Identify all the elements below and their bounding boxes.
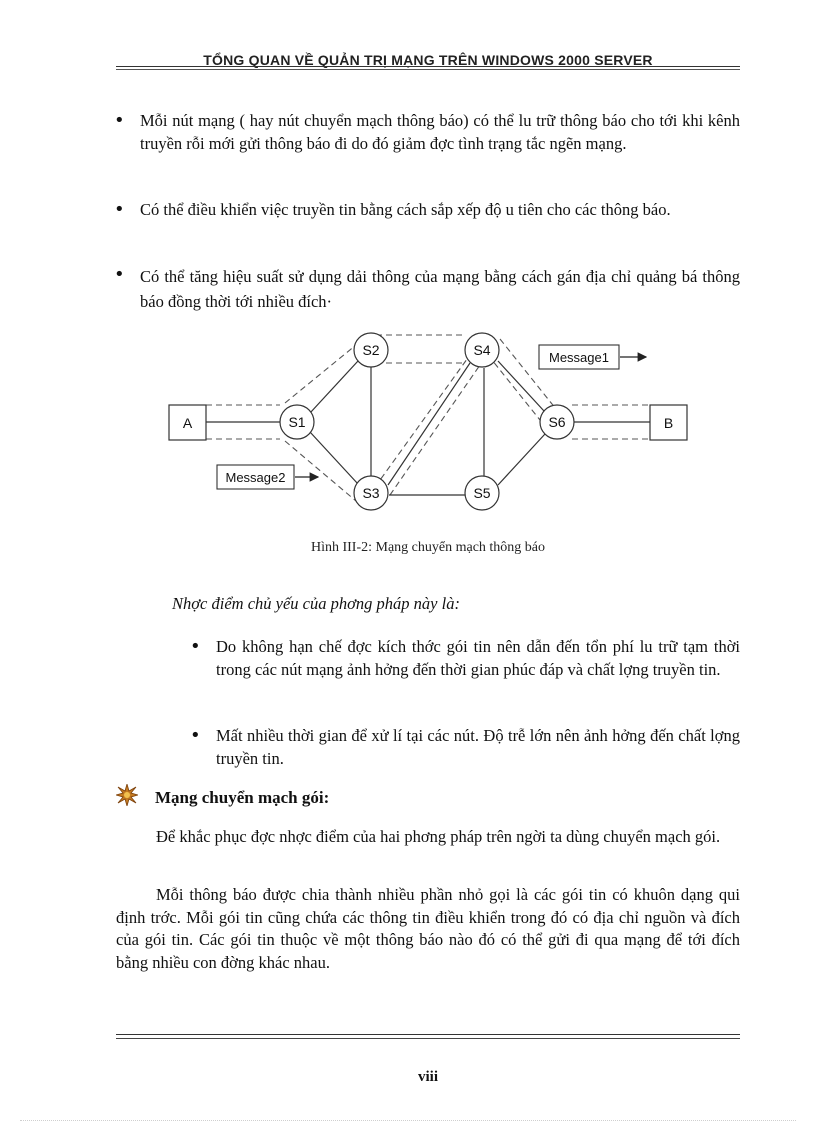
node-s4-label: S4 xyxy=(473,342,491,358)
header-rule-thick xyxy=(116,66,740,67)
footer-rule-thin xyxy=(116,1038,740,1039)
bullet-marker: • xyxy=(114,110,125,131)
section-heading xyxy=(116,784,516,810)
bullet-item-priority xyxy=(114,199,740,247)
bullet-text: Có thể tăng hiệu suất sử dụng dải thông của mạng bằng cách gán địa chỉ quảng bá thông báo đồng thời tới nhiều đích· xyxy=(140,267,740,311)
drawback-item-delay xyxy=(190,725,740,773)
page-number: viii xyxy=(417,1069,438,1085)
figure-caption: Hình III-2: Mạng chuyển mạch thông báo xyxy=(310,540,546,555)
header-rule-thin xyxy=(116,69,740,70)
node-s6-label: S6 xyxy=(548,414,566,430)
bullet-text: Do không hạn chế đợc kích thớc gói tin nên dẫn đến tổn phí lu trữ tạm thời trong các nút mạng ảnh hởng đến thời gian phúc đáp và chất lợng truyền tin. xyxy=(216,637,740,679)
node-s1-label: S1 xyxy=(288,414,306,430)
bullet-text: Có thể điều khiển việc truyền tin bằng cách sắp xếp độ u tiên cho các thông báo. xyxy=(140,200,671,219)
node-s3-label: S3 xyxy=(362,485,380,501)
node-b-label: B xyxy=(663,415,674,431)
message-switching-diagram xyxy=(160,325,700,520)
paragraph-overcome: Để khắc phục đợc nhợc điểm của hai phơng pháp trên ngời ta dùng chuyển mạch gói. xyxy=(156,827,721,846)
star-burst-icon xyxy=(116,784,138,806)
bullet-marker: • xyxy=(190,725,201,746)
node-s2-label: S2 xyxy=(362,342,380,358)
diagram-svg xyxy=(160,325,700,520)
message2-label: Message2 xyxy=(225,470,286,485)
bullet-text: Mất nhiều thời gian để xử lí tại các nút. Độ trễ lớn nên ảnh hởng đến chất lợng truyền tin. xyxy=(216,726,740,768)
section-heading-text: Mạng chuyển mạch gói: xyxy=(155,788,330,807)
bullet-marker: • xyxy=(114,264,125,285)
footer-rule-thick xyxy=(116,1034,740,1035)
bullet-item-broadcast xyxy=(114,264,740,314)
message1-label: Message1 xyxy=(549,350,609,365)
drawback-item-size xyxy=(190,636,740,706)
page-header-title: TỔNG QUAN VỀ QUẢN TRỊ MẠNG TRÊN WINDOWS 2000 SERVER xyxy=(203,52,653,68)
bullet-marker: • xyxy=(114,199,125,220)
bullet-marker: • xyxy=(190,636,201,657)
node-a-label: A xyxy=(182,415,193,431)
drawbacks-intro: Nhợc điểm chủ yếu của phơng pháp này là: xyxy=(172,594,460,613)
bullet-item-store xyxy=(114,110,740,180)
node-s5-label: S5 xyxy=(473,485,491,501)
bullet-text: Mỗi nút mạng ( hay nút chuyển mạch thông báo) có thể lu trữ thông báo cho tới khi kênh truyền rỗi mới gửi thông báo đi do đó giảm đợc tình trạng tắc ngẽn mạng. xyxy=(140,111,740,153)
page-edge-dots xyxy=(20,1120,796,1121)
paragraph-packets: Mỗi thông báo được chia thành nhiều phần nhỏ gọi là các gói tin có khuôn dạng qui định trớc. Mỗi gói tin cũng chứa các thông tin điều khiển trong đó có địa chỉ nguồn và đích của gói tin. Các gói tin thuộc về một thông báo nào đó có thể gửi đi qua mạng để tới đích bằng nhiều con đờng khác nhau. xyxy=(116,885,740,972)
